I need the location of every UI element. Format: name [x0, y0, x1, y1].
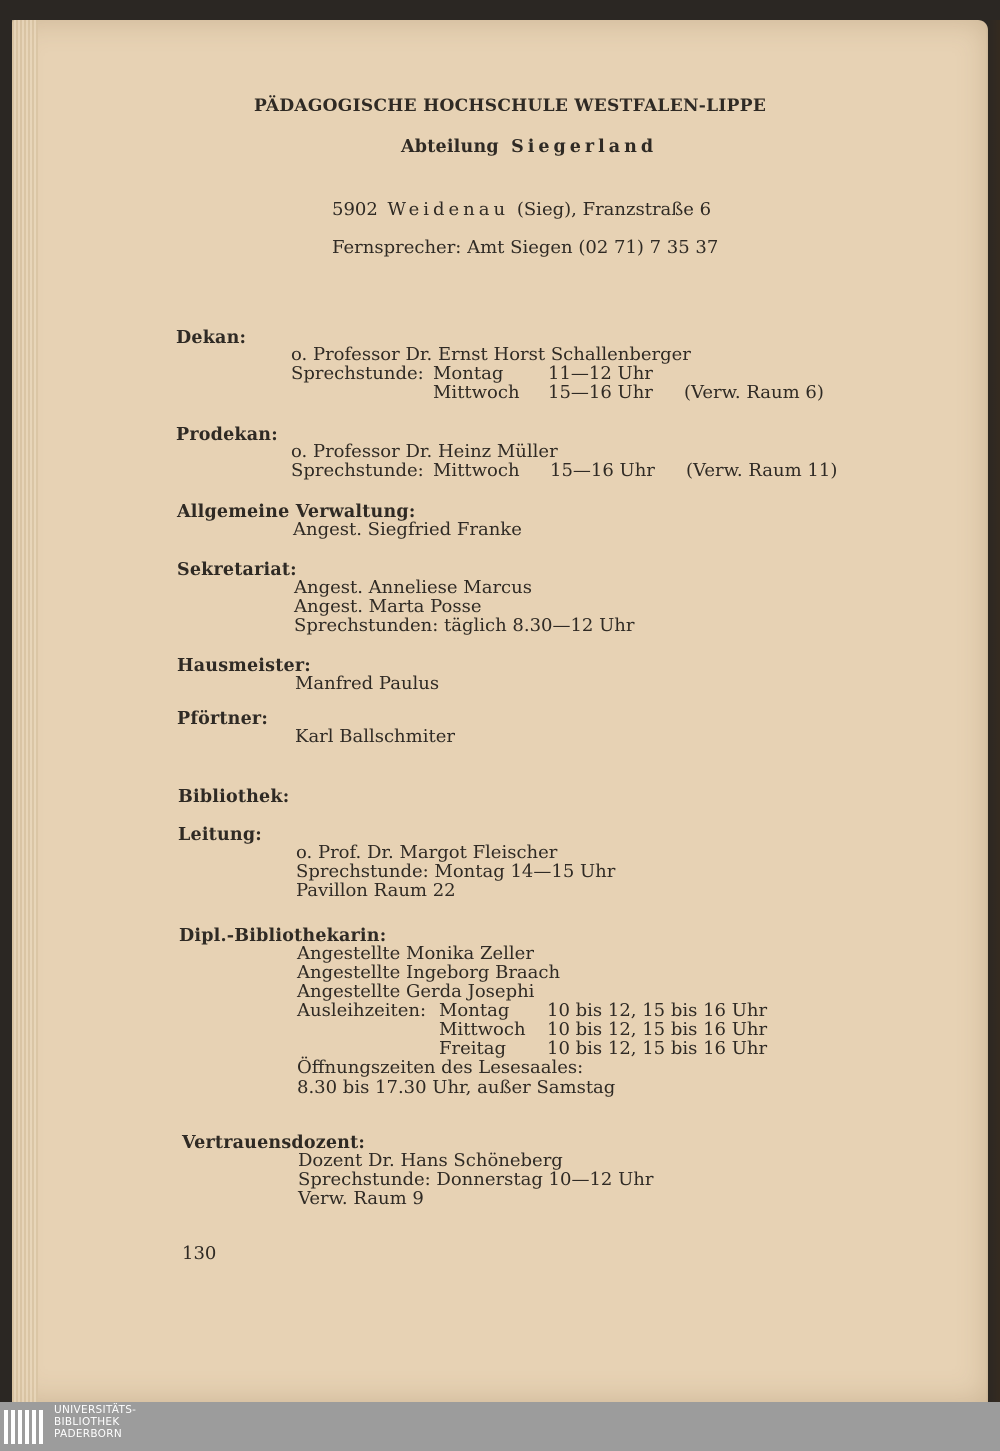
dipl-day3: Freitag — [439, 1038, 506, 1059]
footer-bar — [0, 1402, 1000, 1451]
prodekan-room: (Verw. Raum 11) — [686, 460, 838, 481]
library-name-line3: PADERBORN — [54, 1428, 122, 1440]
library-name-line1: UNIVERSITÄTS- — [54, 1404, 137, 1416]
department-name: Siegerland — [511, 137, 658, 157]
sekretariat-name2: Angest. Marta Posse — [294, 596, 482, 617]
dipl-time1: 10 bis 12, 15 bis 16 Uhr — [547, 1000, 768, 1021]
dekan-name: o. Professor Dr. Ernst Horst Schallenberger — [291, 344, 691, 365]
reading-room-label: Öffnungszeiten des Lesesaales: — [297, 1057, 584, 1078]
prodekan-name: o. Professor Dr. Heinz Müller — [291, 441, 558, 462]
dipl-time2: 10 bis 12, 15 bis 16 Uhr — [547, 1019, 768, 1040]
heading-dipl: Dipl.-Bibliothekarin: — [179, 926, 387, 946]
vertrauen-hours: Sprechstunde: Donnerstag 10—12 Uhr — [298, 1169, 654, 1190]
vertrauen-room: Verw. Raum 9 — [298, 1188, 424, 1209]
prodekan-day: Mittwoch — [433, 460, 520, 481]
dipl-name2: Angestellte Ingeborg Braach — [297, 962, 561, 983]
prodekan-hours-label: Sprechstunde: — [291, 460, 424, 481]
leitung-name: o. Prof. Dr. Margot Fleischer — [296, 842, 558, 863]
dipl-name1: Angestellte Monika Zeller — [297, 943, 534, 964]
phone-line: Fernsprecher: Amt Siegen (02 71) 7 35 37 — [332, 237, 719, 258]
dekan-day1: Montag — [433, 363, 504, 384]
sekretariat-hours: Sprechstunden: täglich 8.30—12 Uhr — [294, 615, 635, 636]
dekan-hours-label: Sprechstunde: — [291, 363, 424, 384]
heading-prodekan: Prodekan: — [176, 425, 278, 445]
hausmeister-name: Manfred Paulus — [295, 673, 440, 694]
leitung-room: Pavillon Raum 22 — [296, 880, 456, 901]
heading-hausmeister: Hausmeister: — [177, 656, 311, 676]
sekretariat-name1: Angest. Anneliese Marcus — [294, 577, 532, 598]
institution-title: PÄDAGOGISCHE HOCHSCHULE WESTFALEN-LIPPE — [254, 96, 767, 116]
library-name-line2: BIBLIOTHEK — [54, 1416, 120, 1428]
dekan-time2: 15—16 Uhr — [548, 382, 653, 403]
department-line — [401, 137, 657, 157]
heading-leitung: Leitung: — [178, 825, 262, 845]
leitung-hours: Sprechstunde: Montag 14—15 Uhr — [296, 861, 616, 882]
dipl-name3: Angestellte Gerda Josephi — [297, 981, 535, 1002]
street: (Sieg), Franzstraße 6 — [516, 199, 712, 220]
postal-code: 5902 — [332, 199, 378, 220]
verwaltung-name: Angest. Siegfried Franke — [293, 519, 522, 540]
heading-verwaltung: Allgemeine Verwaltung: — [177, 502, 416, 522]
dekan-time1: 11—12 Uhr — [548, 363, 653, 384]
reading-room-hours: 8.30 bis 17.30 Uhr, außer Samstag — [297, 1077, 616, 1098]
address-line — [332, 200, 711, 220]
page-edge — [12, 20, 38, 1402]
dekan-room: (Verw. Raum 6) — [684, 382, 824, 403]
department-prefix: Abteilung — [401, 137, 499, 157]
vertrauen-name: Dozent Dr. Hans Schöneberg — [298, 1150, 563, 1171]
library-name — [54, 1404, 136, 1440]
heading-vertrauensdozent: Vertrauensdozent: — [182, 1133, 366, 1153]
dekan-day2: Mittwoch — [433, 382, 520, 403]
page-number: 130 — [182, 1243, 217, 1264]
dipl-day2: Mittwoch — [439, 1019, 526, 1040]
dipl-day1: Montag — [439, 1000, 510, 1021]
dipl-time3: 10 bis 12, 15 bis 16 Uhr — [547, 1038, 768, 1059]
heading-dekan: Dekan: — [176, 328, 247, 348]
heading-bibliothek: Bibliothek: — [178, 787, 290, 807]
prodekan-time: 15—16 Uhr — [550, 460, 655, 481]
pfoertner-name: Karl Ballschmiter — [295, 726, 455, 747]
library-logo-icon — [4, 1406, 46, 1448]
heading-pfoertner: Pförtner: — [177, 709, 269, 729]
dipl-hours-label: Ausleihzeiten: — [297, 1000, 427, 1021]
book-page — [12, 20, 988, 1402]
page-gutter-shadow — [986, 20, 1000, 1402]
heading-sekretariat: Sekretariat: — [177, 560, 297, 580]
city: Weidenau — [387, 199, 510, 220]
